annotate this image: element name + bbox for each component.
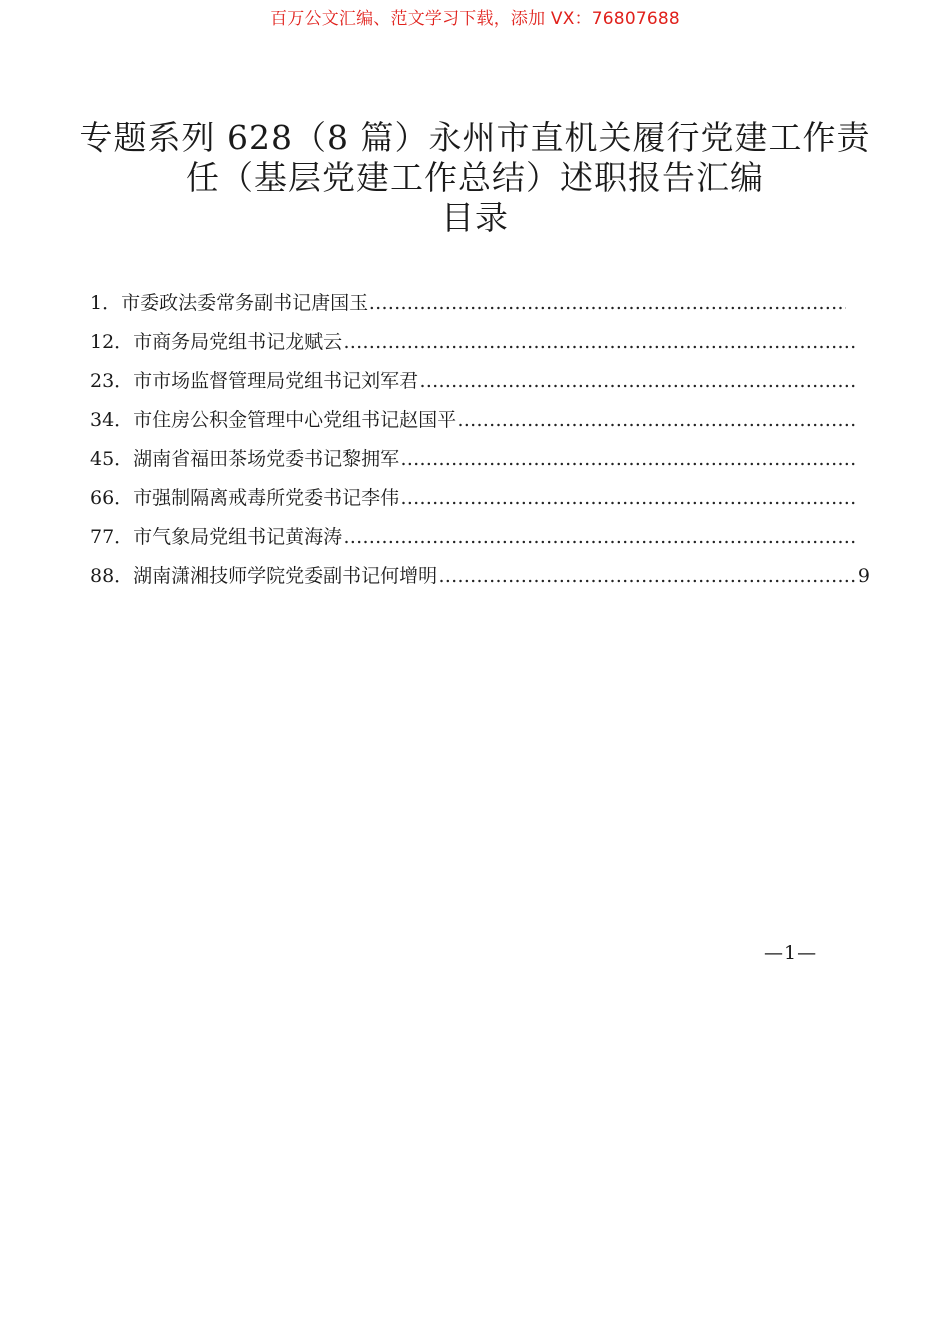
toc-entry-text: 34．市住房公积金管理中心党组书记赵国平 <box>90 409 457 431</box>
toc-entry-text: 1．市委政法委常务副书记唐国玉 <box>90 292 369 314</box>
table-of-contents <box>90 288 870 600</box>
toc-entry-text: 66．市强制隔离戒毒所党委书记李伟 <box>90 487 400 509</box>
toc-entry-page: 9 <box>858 561 870 591</box>
toc-entry[interactable] <box>90 366 870 405</box>
toc-entry[interactable] <box>90 288 870 327</box>
toc-entry-text: 77．市气象局党组书记黄海涛 <box>90 526 343 548</box>
toc-entry[interactable] <box>90 522 870 561</box>
document-title <box>60 118 890 238</box>
toc-entry-text: 23．市市场监督管理局党组书记刘军君 <box>90 370 419 392</box>
watermark-banner: 百万公文汇编、范文学习下载，添加 VX：76807688 <box>270 9 680 29</box>
toc-entry[interactable] <box>90 405 870 444</box>
toc-heading: 目录 <box>441 198 509 237</box>
toc-entry-text: 45．湖南省福田茶场党委书记黎拥军 <box>90 448 400 470</box>
title-line-2: 任（基层党建工作总结）述职报告汇编 <box>186 158 764 197</box>
toc-entry[interactable] <box>90 561 870 600</box>
toc-entry[interactable] <box>90 444 870 483</box>
toc-entry[interactable] <box>90 327 870 366</box>
toc-entry-text: 88．湖南潇湘技师学院党委副书记何增明 <box>90 565 438 587</box>
title-line-1: 专题系列 628（8 篇）永州市直机关履行党建工作责 <box>79 118 871 157</box>
page-number: —1— <box>764 942 818 964</box>
toc-entry[interactable] <box>90 483 870 522</box>
toc-entry-text: 12．市商务局党组书记龙赋云 <box>90 331 343 353</box>
